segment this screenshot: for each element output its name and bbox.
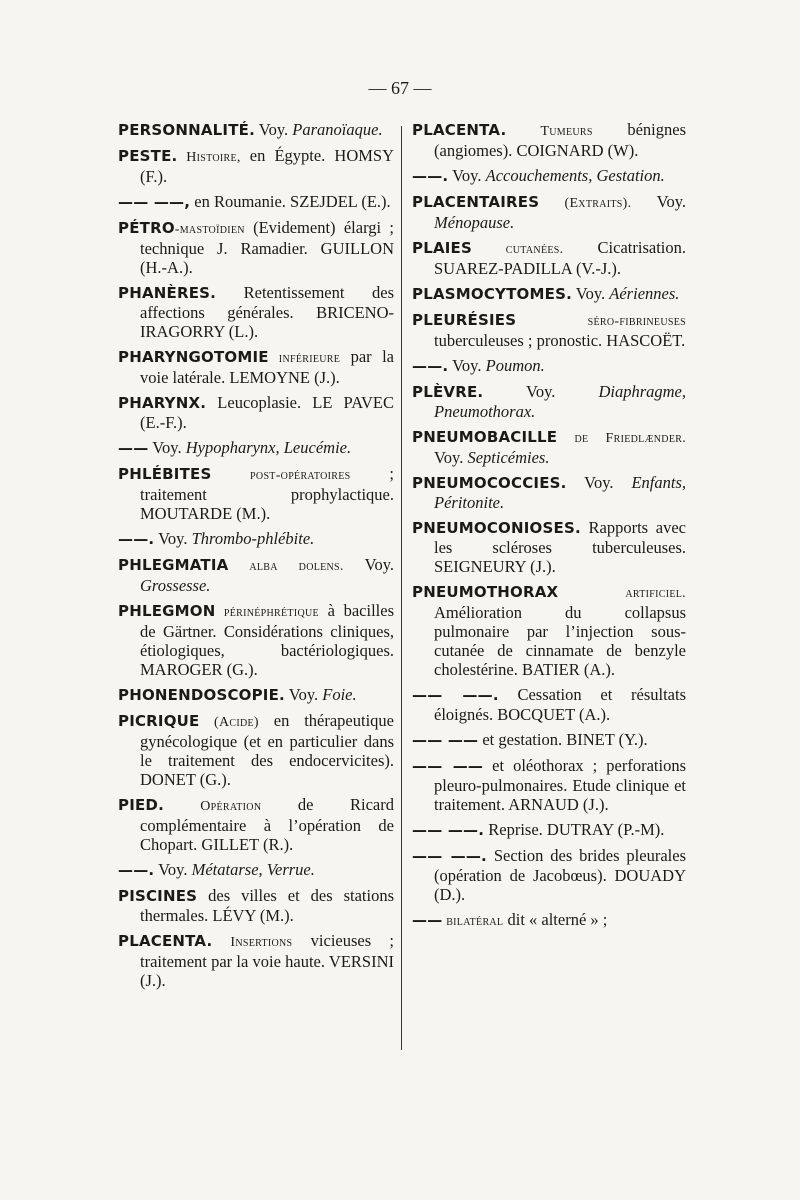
index-entry [412,284,686,304]
entry-subheading: post-opératoires [211,468,351,483]
entry-heading: PLEURÉSIES [412,311,517,329]
entry-heading: ——. [412,167,449,185]
index-entry [118,685,394,705]
entry-text: en thérapeutique gynécologique (et en particulier dans le traitement des endocervicites). DONET (G.). [140,711,394,789]
entry-cross-reference: Grossesse. [140,576,211,595]
entry-text: (Evidement) élargi ; technique J. Ramadier. GUILLON (H.-A.). [140,218,394,277]
index-entry [412,427,686,467]
entry-cross-reference: Poumon. [485,356,545,375]
entry-heading: PESTE. [118,147,178,165]
entry-text: par la voie latérale. LEMOYNE (J.). [140,347,394,387]
entry-heading: PLACENTA. [412,121,507,139]
entry-heading: ——. [118,861,155,879]
entry-see-label: Voy. [254,120,293,139]
entry-text: Retentissement des affections générales. BRICENO-IRAGORRY (L.). [140,283,394,341]
entry-text: Leucoplasie. LE PAVEC (E.-F.). [140,393,394,432]
entry-heading: —— ——. [412,686,499,704]
entry-subheading: bilatéral [442,914,504,929]
index-entry [118,146,394,186]
entry-text: à bacilles de Gärtner. Considérations cliniques, étiologiques, bactériologiques. MAROGER (G.). [140,601,395,679]
entry-heading: PNEUMOBACILLE [412,428,558,446]
entry-see-label: Voy. [343,555,394,574]
entry-heading: PLAIES [412,239,472,257]
entry-see-label: Voy. [566,473,632,492]
entry-see-label: Voy. [154,860,192,879]
entry-text: tuberculeuses ; pronostic. HASCOËT. [434,331,686,350]
index-entry [412,910,686,931]
entry-subheading: (Acide) [199,715,259,730]
entry-heading: PLÈVRE. [412,383,484,401]
entry-text: et gestation. BINET (Y.). [478,730,648,749]
index-entry [118,555,394,595]
entry-heading: —— [412,911,443,929]
index-entry [412,192,686,232]
entry-subheading: périnéphrétique [215,605,319,620]
entry-cross-reference: Métatarse, Verrue. [191,860,315,879]
entry-subheading: alba dolens. [228,559,344,574]
index-entry [118,860,394,880]
entry-heading: PNEUMOCOCCIES. [412,474,567,492]
index-entry [118,120,394,140]
index-entry [118,393,394,432]
index-entry [118,601,394,679]
entry-text: dit « alterné » ; [503,910,608,929]
index-entry [412,846,686,904]
entry-text: en Roumanie. SZEJDEL (E.). [190,192,391,211]
entry-see-label: Voy. [571,284,610,303]
entry-text: bénignes (angiomes). COIGNARD (W). [434,120,686,160]
index-entry [118,795,394,854]
index-entry [118,931,394,990]
entry-subheading: (Extraits). [539,196,632,211]
entry-text: ; traitement prophylactique. MOUTARDE (M.). [140,464,394,523]
entry-text: Cicatrisation. SUAREZ-PADILLA (V.-J.). [434,238,686,278]
entry-see-label: Voy. [148,438,186,457]
entry-heading: —— ——. [412,821,485,839]
entry-see-label: Voy. [434,448,468,467]
entry-subheading: cutanées. [472,242,564,257]
entry-see-label: Voy. [483,382,599,401]
entry-subheading: Tumeurs [506,124,593,139]
entry-text: des villes et des stations thermales. LÉVY (M.). [140,886,394,925]
index-entry [118,438,394,458]
entry-heading: —— —— [412,731,479,749]
entry-heading: PHLEGMON [118,602,216,620]
entry-heading: ——. [412,357,449,375]
entry-cross-reference: Hypopharynx, Leucémie. [185,438,352,457]
entry-heading: —— —— [412,757,484,775]
entry-see-label: Voy. [448,166,486,185]
entry-heading: PHLEGMATIA [118,556,229,574]
entry-text: et oléothorax ; perforations pleuro-pulmonaires. Etude clinique et traitement. ARNAUD (J.). [434,756,686,814]
entry-subheading: inférieure [268,351,341,366]
index-entry [412,685,686,724]
entry-heading: PNEUMOCONIOSES. [412,519,581,537]
entry-cross-reference: Aériennes. [609,284,680,303]
entry-see-label: Voy. [448,356,486,375]
entry-subheading: -mastoïdien [174,222,245,237]
index-entry [412,310,686,350]
entry-cross-reference: Ménopause. [434,213,515,232]
entry-text: Amélioration du collapsus pulmonaire par l’injection sous-cutanée de cinnamate de benzyle cholestérine. BATIER (A.). [434,603,686,679]
entry-subheading: Histoire, [177,150,241,165]
entry-text: en Égypte. HOMSY (F.). [140,146,395,186]
entry-text: Rapports avec les scléroses tuberculeuses. SEIGNEURY (J.). [434,518,686,576]
entry-heading: PHANÈRES. [118,284,217,302]
entry-see-label: Voy. [154,529,192,548]
entry-subheading: de Friedlænder. [557,431,686,446]
index-entry [412,820,686,840]
index-entry [118,464,394,523]
entry-heading: —— [118,439,149,457]
entry-text: de Ricard complémentaire à l’opération de Chopart. GILLET (R.). [140,795,394,854]
index-entry [118,886,394,925]
entry-heading: —— ——. [412,847,487,865]
entry-heading: —— ——, [118,193,191,211]
index-entry [412,166,686,186]
entry-text: vicieuses ; traitement par la voie haute. VERSINI (J.). [140,931,394,990]
entry-heading: PLACENTA. [118,932,213,950]
index-entry [412,518,686,576]
entry-cross-reference: Accouchements, Gestation. [485,166,665,185]
entry-text: Cessation et résultats éloignés. BOCQUET (A.). [434,685,686,724]
entry-subheading: artificiel. [558,586,686,601]
entry-heading: PHARYNX. [118,394,207,412]
index-entry [118,711,394,789]
index-entry [412,756,686,814]
entry-text: Section des brides pleurales (opération de Jacobœus). DOUADY (D.). [434,846,686,904]
index-entry [412,473,686,512]
index-entry [118,529,394,549]
column-divider [401,126,402,1050]
entry-heading: ——. [118,530,155,548]
entry-cross-reference: Diaphragme, Pneumothorax. [434,382,686,421]
entry-see-label: Voy. [284,685,323,704]
entry-heading: PÉTRO [118,219,175,237]
index-entry [118,218,394,277]
index-entry [412,382,686,421]
entry-heading: PLACENTAIRES [412,193,540,211]
entry-cross-reference: Thrombo-phlébite. [191,529,315,548]
entry-heading: PHONENDOSCOPIE. [118,686,285,704]
entry-heading: PHARYNGOTOMIE [118,348,269,366]
entry-see-label: Voy. [631,192,687,211]
entry-cross-reference: Enfants, Péritonite. [434,473,686,512]
entry-heading: PIED. [118,796,164,814]
entry-heading: PISCINES [118,887,198,905]
index-entry [118,283,394,341]
index-entry [412,730,686,750]
entry-cross-reference: Paranoïaque. [292,120,383,139]
entry-heading: PERSONNALITÉ. [118,121,255,139]
entry-subheading: Opération [163,799,262,814]
index-entry [412,356,686,376]
right-column [412,120,686,931]
entry-cross-reference: Foie. [322,685,357,704]
entry-cross-reference: Septicémies. [467,448,550,467]
entry-subheading: séro-fibrineuses [516,314,686,329]
entry-text: Reprise. DUTRAY (P.-M). [484,820,665,839]
entry-heading: PICRIQUE [118,712,200,730]
left-column [118,120,394,990]
index-entry [412,582,686,679]
entry-heading: PLASMOCYTOMES. [412,285,572,303]
page-number: — 67 — [368,78,432,98]
entry-heading: PHLÉBITES [118,465,212,483]
index-entry [118,192,394,212]
entry-subheading: Insertions [212,935,293,950]
index-entry [412,120,686,160]
entry-heading: PNEUMOTHORAX [412,583,559,601]
index-entry [412,238,686,278]
index-entry [118,347,394,387]
